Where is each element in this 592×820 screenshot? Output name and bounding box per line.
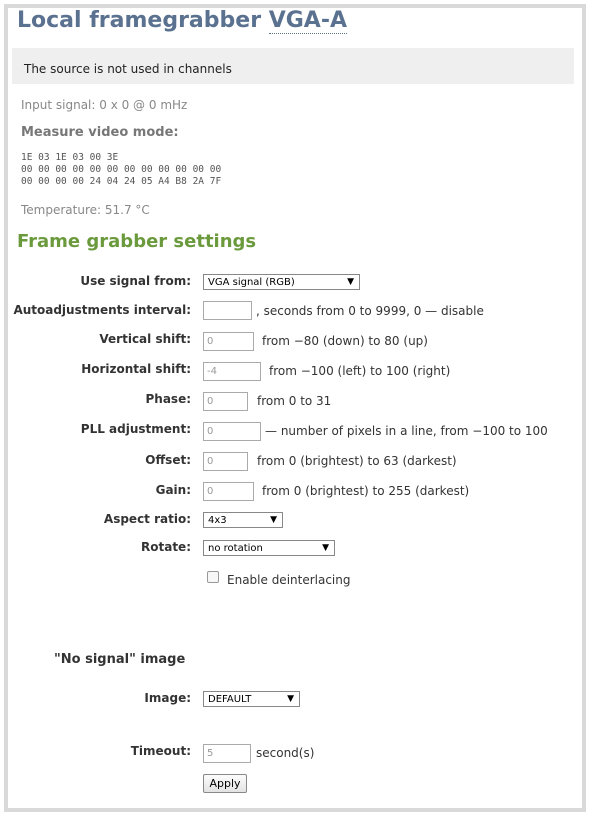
hshift-label: Horizontal shift:: [81, 362, 191, 376]
autoadjust-hint: , seconds from 0 to 9999, 0 — disable: [256, 304, 484, 318]
offset-input[interactable]: [203, 452, 248, 471]
rotate-select[interactable]: [203, 540, 335, 556]
vshift-hint: from −80 (down) to 80 (up): [262, 334, 428, 348]
timeout-label: Timeout:: [130, 744, 191, 758]
image-label: Image:: [144, 691, 191, 705]
gain-input[interactable]: [203, 482, 254, 501]
hshift-hint: from −100 (left) to 100 (right): [269, 364, 451, 378]
input-signal-text: Input signal: 0 x 0 @ 0 mHz: [21, 98, 188, 112]
image-value: DEFAULT: [208, 694, 252, 705]
pll-hint: — number of pixels in a line, from −100 to 100: [265, 424, 548, 438]
offset-label: Offset:: [145, 453, 191, 467]
aspect-label: Aspect ratio:: [103, 512, 191, 526]
settings-title: Frame grabber settings: [17, 231, 257, 252]
use-signal-label: Use signal from:: [80, 274, 191, 288]
pll-input[interactable]: [203, 422, 261, 441]
chevron-down-icon: ▼: [270, 515, 277, 525]
gain-hint: from 0 (brightest) to 255 (darkest): [262, 484, 470, 498]
timeout-input[interactable]: [203, 744, 251, 763]
aspect-select[interactable]: [203, 512, 283, 528]
phase-label: Phase:: [145, 392, 191, 406]
autoadjust-label: Autoadjustments interval:: [13, 303, 191, 317]
device-name-link[interactable]: VGA-A: [268, 8, 347, 33]
apply-button[interactable]: Apply: [203, 774, 247, 793]
timeout-unit: second(s): [256, 746, 315, 760]
notice-text: The source is not used in channels: [24, 62, 232, 76]
phase-input[interactable]: [203, 392, 248, 411]
autoadjust-input[interactable]: [203, 301, 252, 320]
chevron-down-icon: ▼: [287, 694, 294, 704]
measure-line-2: 00 00 00 00 00 00 00 00 00 00 00 00: [21, 164, 222, 175]
gain-label: Gain:: [155, 483, 191, 497]
vshift-label: Vertical shift:: [99, 332, 191, 346]
chevron-down-icon: ▼: [322, 543, 329, 553]
vshift-input[interactable]: [203, 332, 254, 351]
deinterlace-label: Enable deinterlacing: [227, 573, 351, 587]
image-select[interactable]: [203, 691, 300, 707]
hshift-input[interactable]: [203, 362, 261, 381]
deinterlace-checkbox[interactable]: [207, 571, 219, 583]
page-title-prefix: Local framegrabber: [17, 8, 269, 33]
aspect-value: 4x3: [208, 515, 227, 526]
use-signal-select[interactable]: [203, 274, 360, 290]
offset-hint: from 0 (brightest) to 63 (darkest): [257, 454, 457, 468]
measure-line-3: 00 00 00 00 24 04 24 05 A4 B8 2A 7F: [21, 176, 222, 187]
no-signal-title: "No signal" image: [54, 652, 186, 667]
rotate-label: Rotate:: [141, 540, 191, 554]
pll-label: PLL adjustment:: [80, 422, 191, 436]
page-title: [17, 8, 347, 33]
chevron-down-icon: ▼: [347, 277, 354, 287]
rotate-value: no rotation: [208, 543, 263, 554]
phase-hint: from 0 to 31: [257, 394, 332, 408]
temperature-text: Temperature: 51.7 °C: [21, 203, 150, 217]
measure-heading: Measure video mode:: [21, 125, 179, 140]
measure-line-1: 1E 03 1E 03 00 3E: [21, 152, 119, 163]
use-signal-value: VGA signal (RGB): [208, 277, 295, 288]
